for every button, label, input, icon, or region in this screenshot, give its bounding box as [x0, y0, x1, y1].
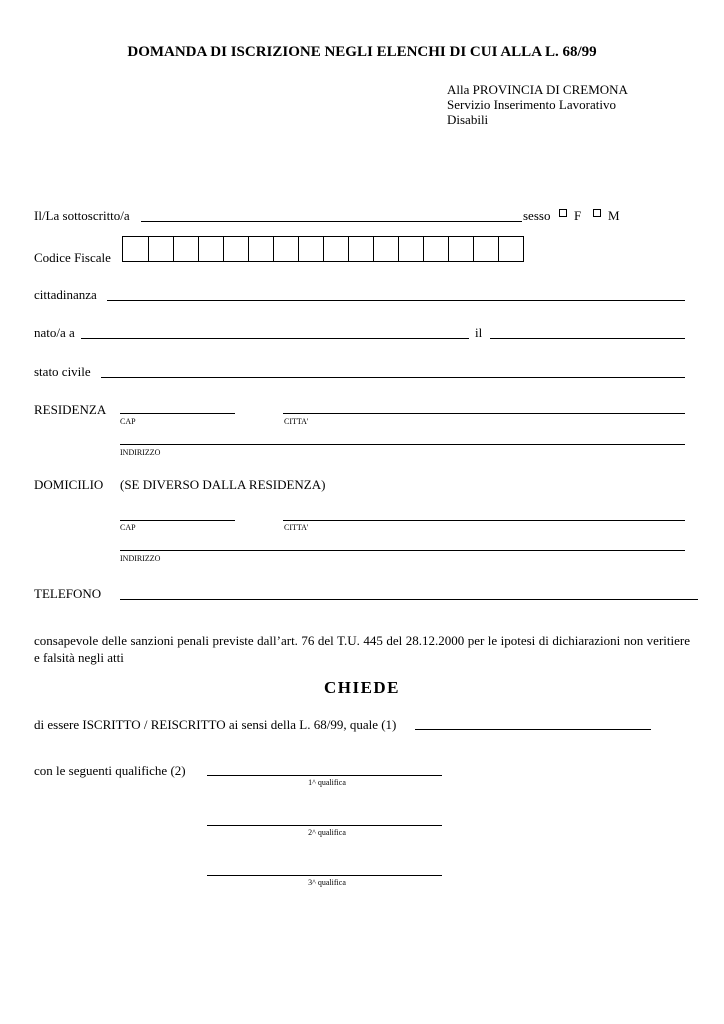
- telefono-label: TELEFONO: [34, 586, 102, 601]
- domicilio-indirizzo-label: INDIRIZZO: [120, 554, 161, 563]
- sesso-m-label: M: [608, 208, 620, 223]
- sottoscritto-field[interactable]: [141, 221, 522, 222]
- codice-fiscale-cell[interactable]: [223, 237, 248, 261]
- codice-fiscale-cell[interactable]: [323, 237, 348, 261]
- codice-fiscale-cell[interactable]: [298, 237, 323, 261]
- residenza-indirizzo-label: INDIRIZZO: [120, 448, 161, 457]
- declaration-text: consapevole delle sanzioni penali previste dall’art. 76 del T.U. 445 del 28.12.2000 per le ipotesi di dichiarazioni non veritiere e falsità negli atti: [34, 633, 690, 665]
- codice-fiscale-field[interactable]: [122, 236, 524, 262]
- codice-fiscale-cell[interactable]: [123, 237, 148, 261]
- codice-fiscale-label: Codice Fiscale: [34, 250, 111, 265]
- codice-fiscale-cell[interactable]: [148, 237, 173, 261]
- recipient-line-1: Alla PROVINCIA DI CREMONA: [447, 82, 628, 97]
- luogo-nascita-field[interactable]: [81, 338, 469, 339]
- iscritto-text: di essere ISCRITTO / REISCRITTO ai sensi della L. 68/99, quale (1): [34, 717, 397, 732]
- qualifica-1-label: 1^ qualifica: [308, 778, 346, 787]
- domicilio-label: DOMICILIO: [34, 477, 104, 492]
- stato-civile-label: stato civile: [34, 364, 91, 379]
- cittadinanza-field[interactable]: [107, 300, 685, 301]
- domicilio-citta-field[interactable]: [283, 520, 685, 521]
- codice-fiscale-cell[interactable]: [498, 237, 523, 261]
- codice-fiscale-cell[interactable]: [198, 237, 223, 261]
- categoria-field[interactable]: [415, 729, 651, 730]
- codice-fiscale-cell[interactable]: [398, 237, 423, 261]
- domicilio-citta-label: CITTA': [284, 523, 309, 532]
- qualifica-2-field[interactable]: [207, 825, 442, 826]
- cittadinanza-label: cittadinanza: [34, 287, 97, 302]
- residenza-label: RESIDENZA: [34, 402, 107, 417]
- residenza-cap-label: CAP: [120, 417, 136, 426]
- domicilio-indirizzo-field[interactable]: [120, 550, 685, 551]
- residenza-citta-field[interactable]: [283, 413, 685, 414]
- data-nascita-field[interactable]: [490, 338, 685, 339]
- residenza-cap-field[interactable]: [120, 413, 235, 414]
- codice-fiscale-cell[interactable]: [373, 237, 398, 261]
- qualifica-1-field[interactable]: [207, 775, 442, 776]
- codice-fiscale-cell[interactable]: [173, 237, 198, 261]
- sottoscritto-label: Il/La sottoscritto/a: [34, 208, 130, 223]
- sesso-label: sesso: [523, 208, 551, 223]
- codice-fiscale-cell[interactable]: [348, 237, 373, 261]
- residenza-indirizzo-field[interactable]: [120, 444, 685, 445]
- qualifica-3-field[interactable]: [207, 875, 442, 876]
- recipient-line-3: Disabili: [447, 112, 489, 127]
- codice-fiscale-cell[interactable]: [248, 237, 273, 261]
- domicilio-cap-field[interactable]: [120, 520, 235, 521]
- sesso-m-checkbox[interactable]: [593, 209, 601, 217]
- qualifiche-label: con le seguenti qualifiche (2): [34, 763, 186, 778]
- residenza-citta-label: CITTA': [284, 417, 309, 426]
- codice-fiscale-cell[interactable]: [423, 237, 448, 261]
- page-title: DOMANDA DI ISCRIZIONE NEGLI ELENCHI DI CUI ALLA L. 68/99: [127, 44, 597, 60]
- il-label: il: [475, 325, 483, 340]
- recipient-line-2: Servizio Inserimento Lavorativo: [447, 97, 616, 112]
- sesso-f-label: F: [574, 208, 582, 223]
- nato-label: nato/a a: [34, 325, 75, 340]
- domicilio-note: (SE DIVERSO DALLA RESIDENZA): [120, 477, 326, 492]
- qualifica-2-label: 2^ qualifica: [308, 828, 346, 837]
- codice-fiscale-cell[interactable]: [448, 237, 473, 261]
- codice-fiscale-cell[interactable]: [273, 237, 298, 261]
- qualifica-3-label: 3^ qualifica: [308, 878, 346, 887]
- codice-fiscale-cell[interactable]: [473, 237, 498, 261]
- chiede-heading: CHIEDE: [323, 678, 401, 697]
- telefono-field[interactable]: [120, 599, 698, 600]
- sesso-f-checkbox[interactable]: [559, 209, 567, 217]
- domicilio-cap-label: CAP: [120, 523, 136, 532]
- stato-civile-field[interactable]: [101, 377, 685, 378]
